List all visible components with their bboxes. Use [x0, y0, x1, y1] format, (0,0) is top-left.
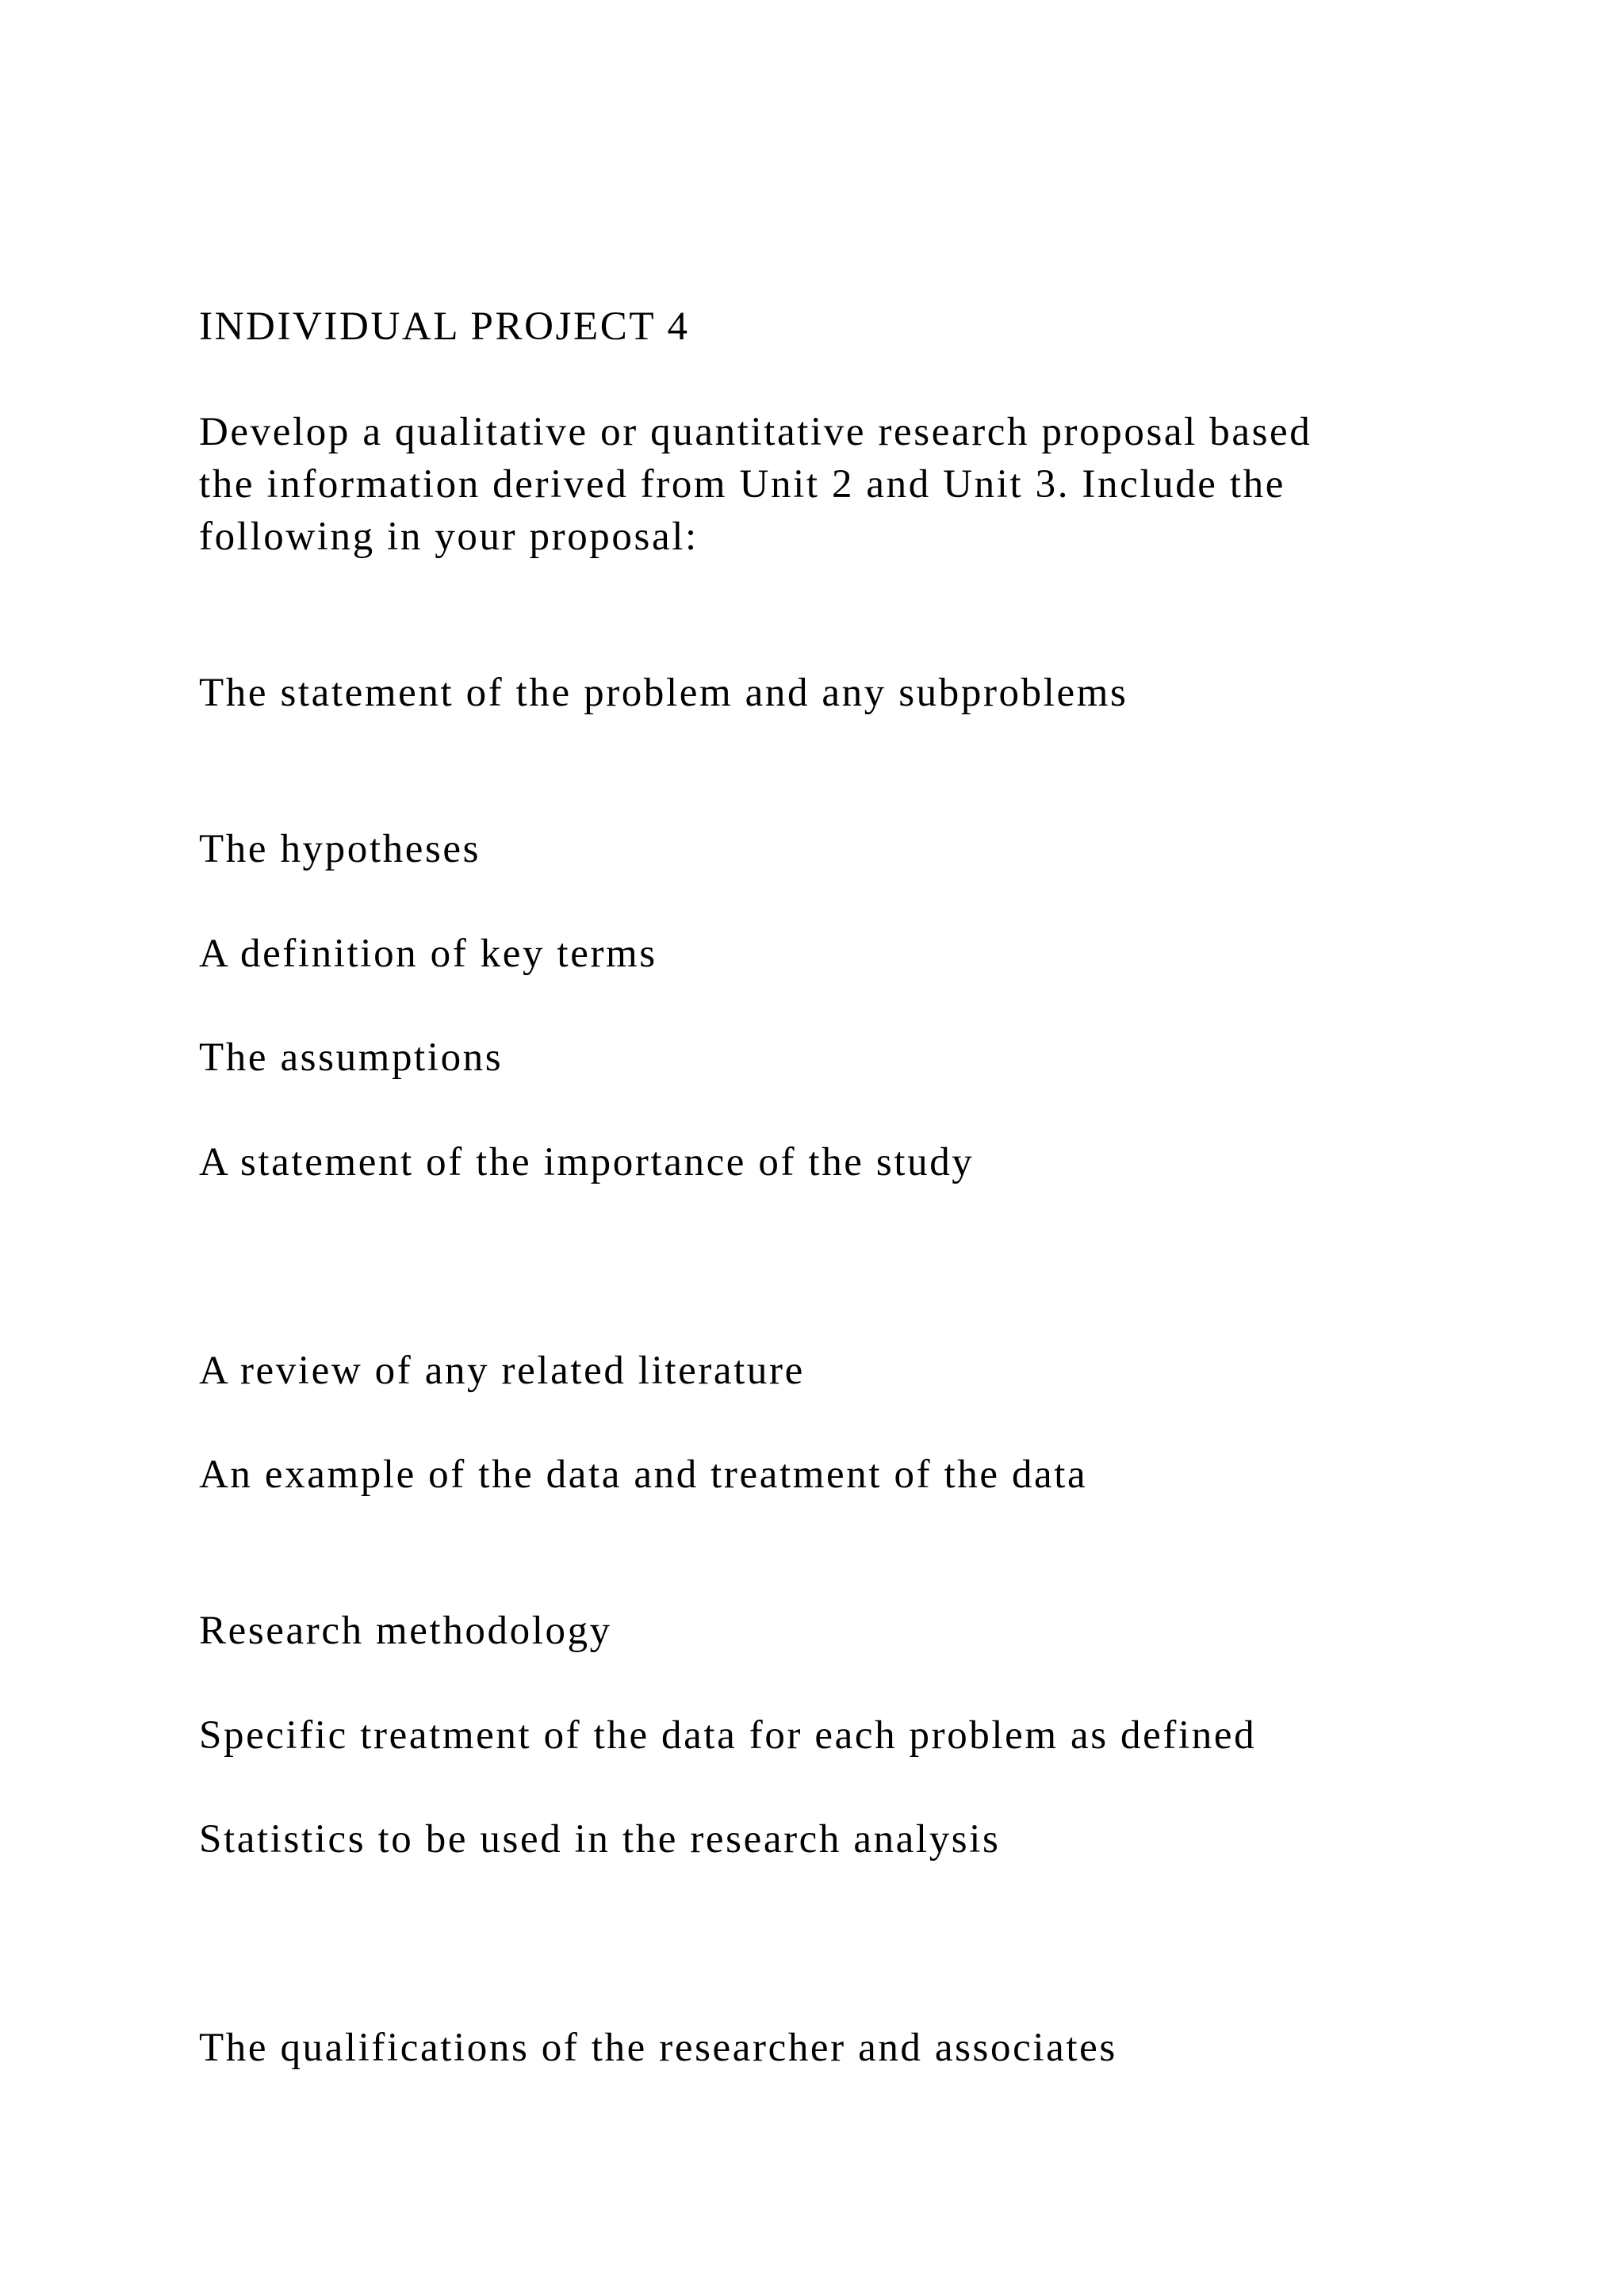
list-item-hypotheses: The hypotheses: [199, 827, 481, 871]
intro-line: following in your proposal:: [199, 515, 699, 559]
intro-line: Develop a qualitative or quantitative research proposal based: [199, 410, 1312, 454]
list-item-specific-treatment: Specific treatment of the data for each problem as defined: [199, 1713, 1257, 1758]
list-item-statistics: Statistics to be used in the research analysis: [199, 1817, 1001, 1862]
list-item-assumptions: The assumptions: [199, 1035, 504, 1080]
list-item-problem-statement: The statement of the problem and any subproblems: [199, 671, 1128, 715]
document-title: INDIVIDUAL PROJECT 4: [199, 304, 690, 349]
list-item-research-methodology: Research methodology: [199, 1609, 612, 1653]
intro-line: the information derived from Unit 2 and Unit 3. Include the: [199, 462, 1286, 507]
intro-paragraph: [199, 406, 1312, 563]
list-item-key-terms: A definition of key terms: [199, 932, 657, 976]
list-item-literature-review: A review of any related literature: [199, 1349, 805, 1393]
list-item-qualifications: The qualifications of the researcher and associates: [199, 2026, 1117, 2070]
list-item-importance: A statement of the importance of the study: [199, 1140, 975, 1184]
list-item-data-example: An example of the data and treatment of the data: [199, 1452, 1088, 1497]
